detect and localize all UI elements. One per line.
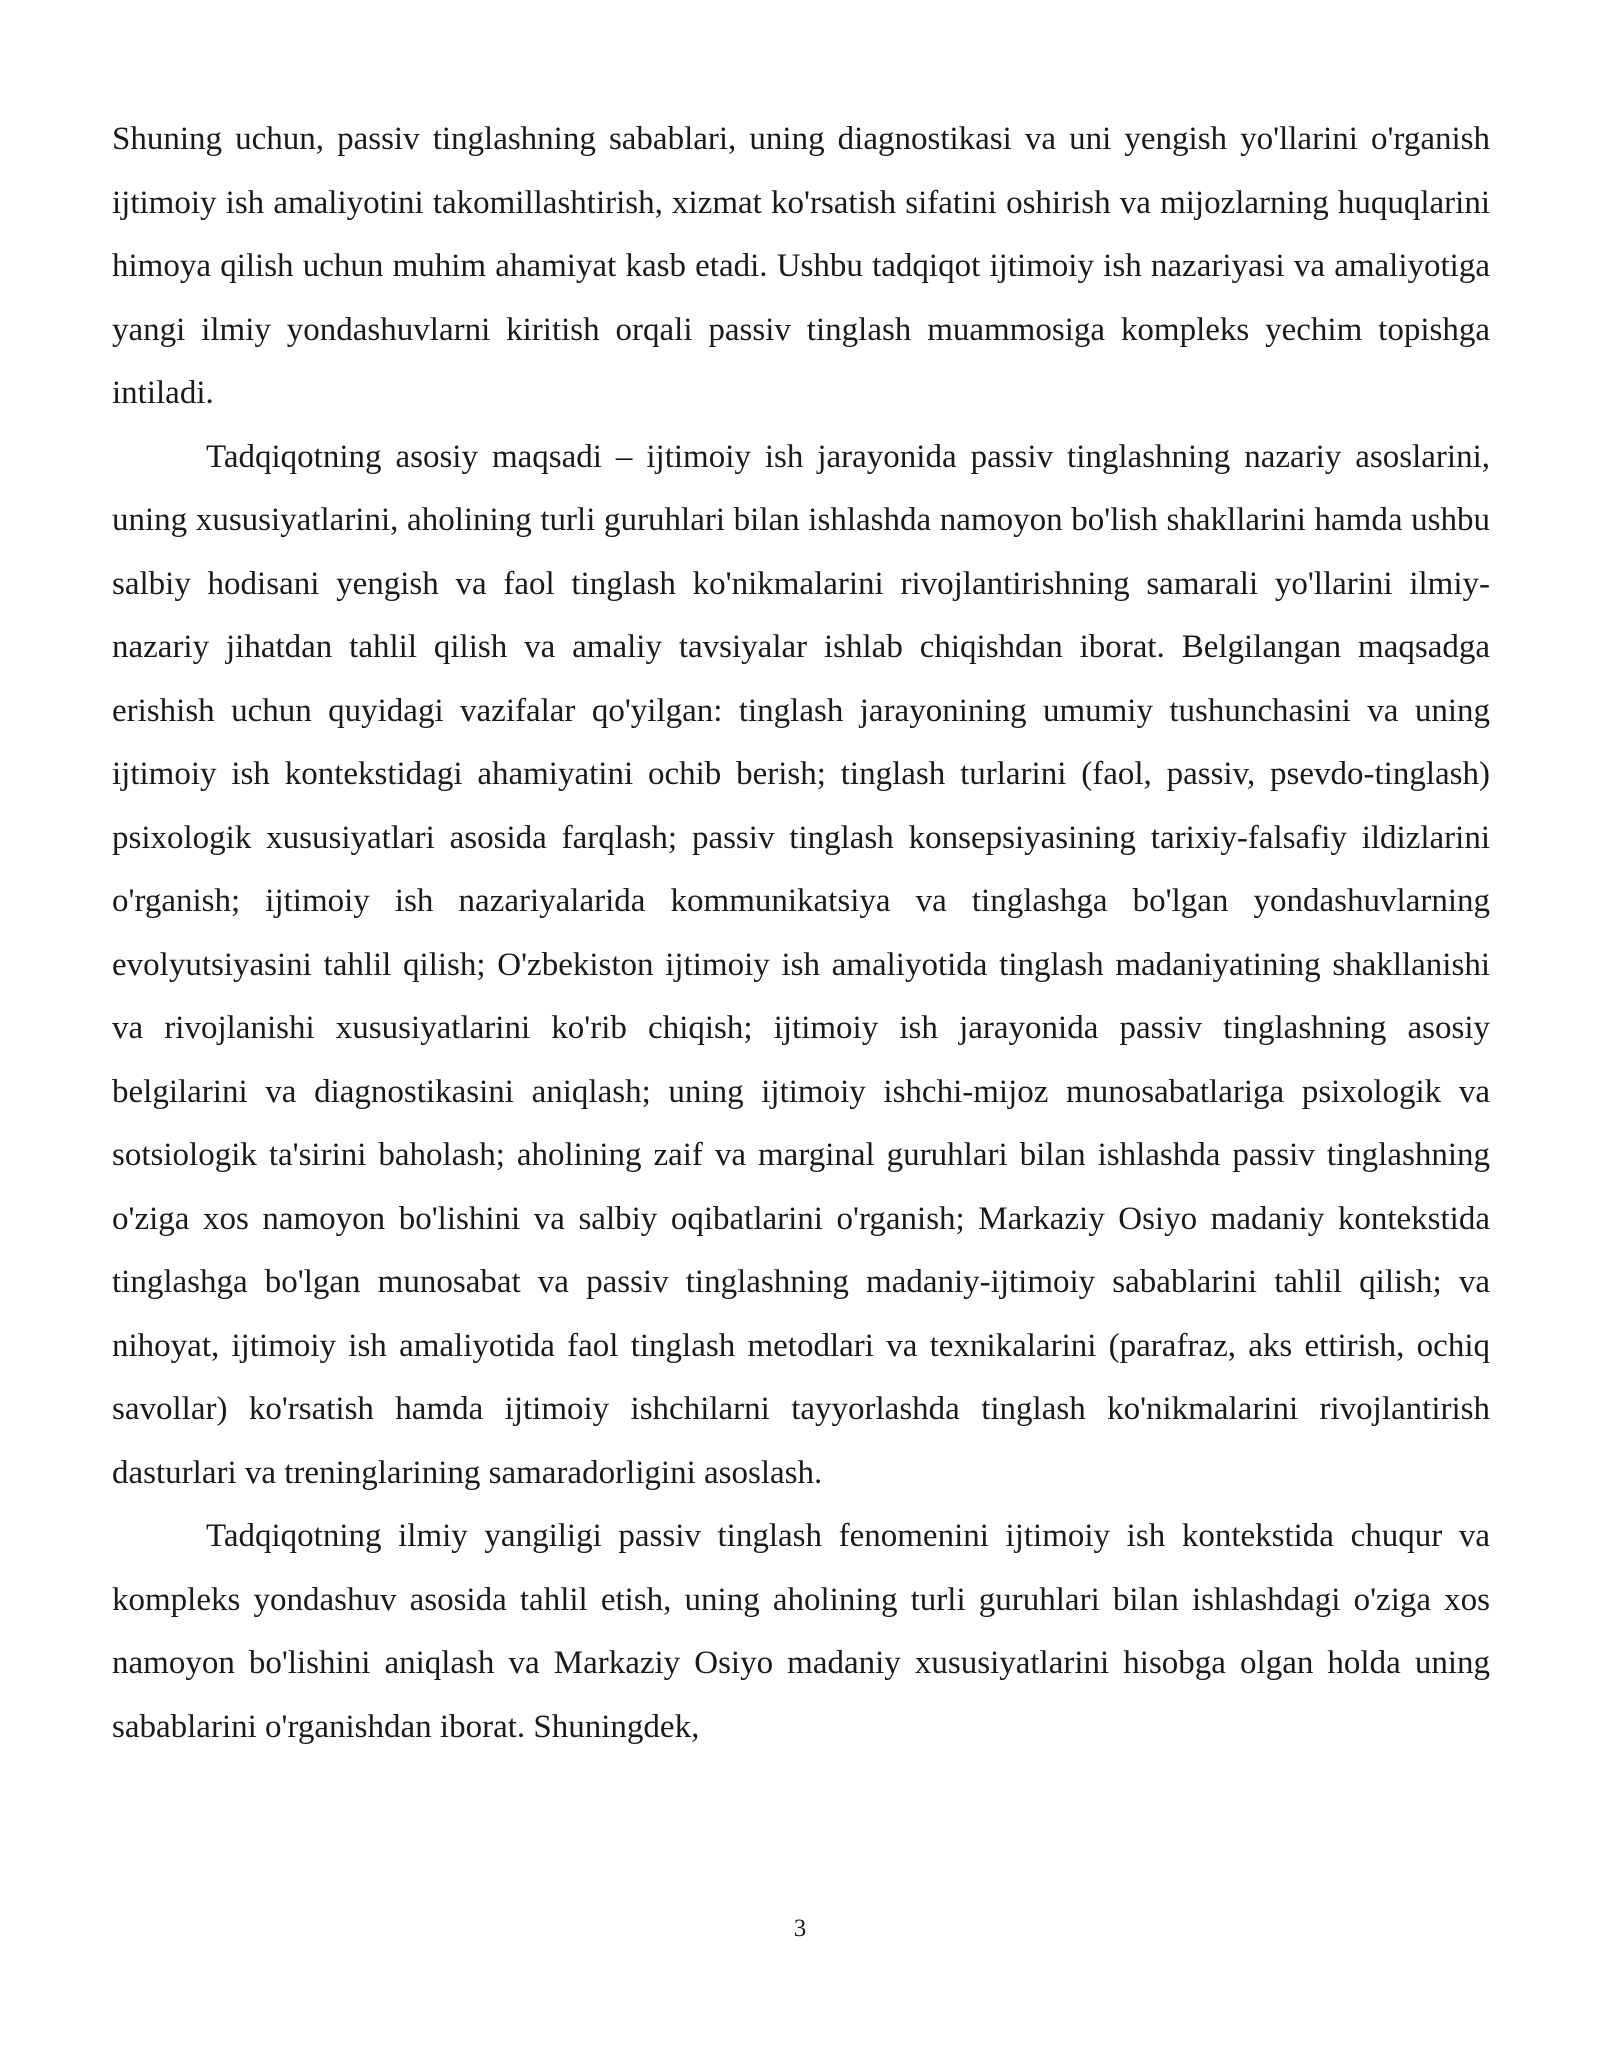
paragraph-2: Tadqiqotning asosiy maqsadi – ijtimoiy ish jarayonida passiv tinglashning nazariy asoslarini, uning xususiyatlarini, aholining turli guruhlari bilan ishlashda namoyon bo'lish shakllarini hamda ushbu salbiy hodisani yengish va faol tinglash ko'nikmalarini rivojlantirishning samarali yo'llarini ilmiy-nazariy jihatdan tahlil qilish va amaliy tavsiyalar ishlab chiqishdan iborat. Belgilangan maqsadga erishish uchun quyidagi vazifalar qo'yilgan: tinglash jarayonining umumiy tushunchasini va uning ijtimoiy ish kontekstidagi ahamiyatini ochib berish; tinglash turlarini (faol, passiv, psevdo-tinglash) psixologik xususiyatlari asosida farqlash; passiv tinglash konsepsiyasining tarixiy-falsafiy ildizlarini o'rganish; ijtimoiy ish nazariyalarida kommunikatsiya va tinglashga bo'lgan yondashuvlarning evolyutsiyasini tahlil qilish; O'zbekiston ijtimoiy ish amaliyotida tinglash madaniyatining shakllanishi va rivojlanishi xususiyatlarini ko'rib chiqish; ijtimoiy ish jarayonida passiv tinglashning asosiy belgilarini va diagnostikasini aniqlash; uning ijtimoiy ishchi-mijoz munosabatlariga psixologik va sotsiologik ta'sirini baholash; aholining zaif va marginal guruhlari bilan ishlashda passiv tinglashning o'ziga xos namoyon bo'lishini va salbiy oqibatlarini o'rganish; Markaziy Osiyo madaniy kontekstida tinglashga bo'lgan munosabat va passiv tinglashning madaniy-ijtimoiy sabablarini tahlil qilish; va nihoyat, ijtimoiy ish amaliyotida faol tinglash metodlari va texnikalarini (parafraz, aks ettirish, ochiq savollar) ko'rsatish hamda ijtimoiy ishchilarni tayyorlashda tinglash ko'nikmalarini rivojlantirish dasturlari va treninglarining samaradorligini asoslash. [112, 438, 1490, 1491]
document-page [112, 108, 1490, 1759]
paragraph-1: Shuning uchun, passiv tinglashning sabablari, uning diagnostikasi va uni yengish yo'llarini o'rganish ijtimoiy ish amaliyotini takomillashtirish, xizmat ko'rsatish sifatini oshirish va mijozlarning huquqlarini himoya qilish uchun muhim ahamiyat kasb etadi. Ushbu tadqiqot ijtimoiy ish nazariyasi va amaliyotiga yangi ilmiy yondashuvlarni kiritish orqali passiv tinglash muammosiga kompleks yechim topishga intiladi. [112, 121, 1490, 411]
page-number: 3 [793, 1915, 807, 1942]
paragraph-3: Tadqiqotning ilmiy yangiligi passiv tinglash fenomenini ijtimoiy ish kontekstida chuqur va kompleks yondashuv asosida tahlil etish, uning aholining turli guruhlari bilan ishlashdagi o'ziga xos namoyon bo'lishini aniqlash va Markaziy Osiyo madaniy xususiyatlarini hisobga olgan holda uning sabablarini o'rganishdan iborat. Shuningdek, [112, 1518, 1490, 1745]
